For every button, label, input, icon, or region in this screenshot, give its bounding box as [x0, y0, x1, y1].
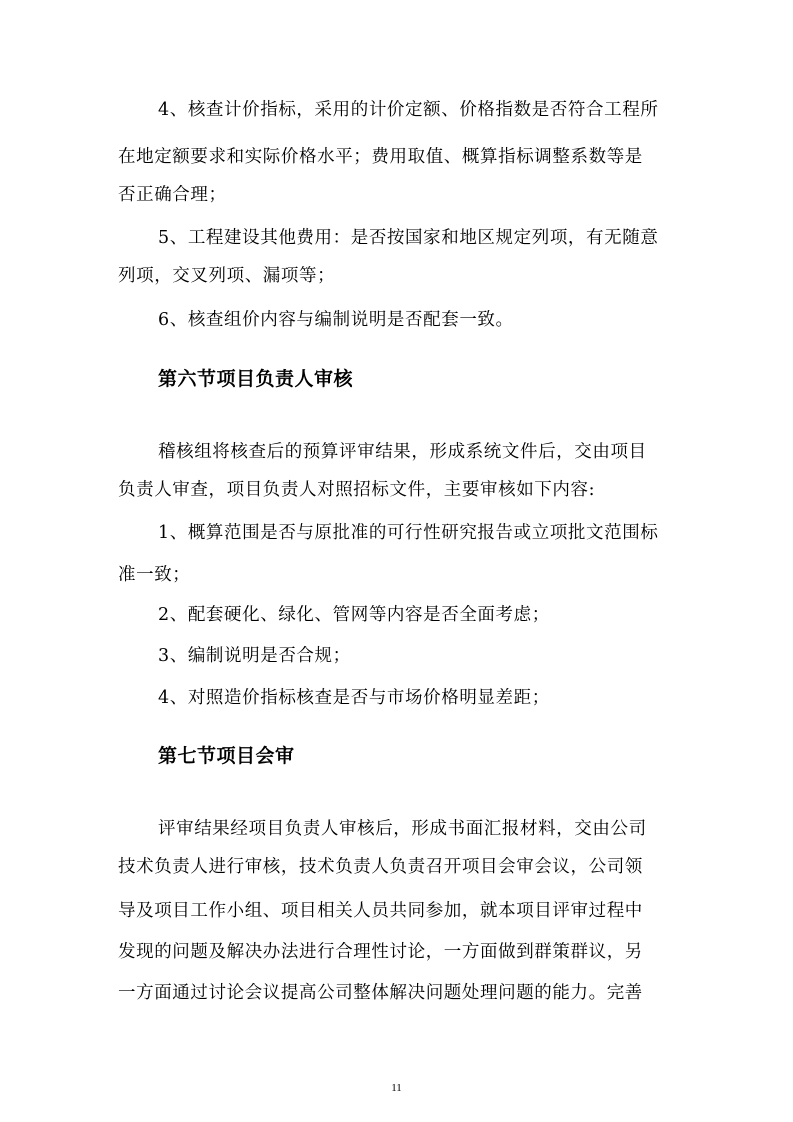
item5-line2: 列项，交叉列项、漏项等； — [118, 266, 336, 286]
section7-para-line3: 导及项目工作小组、项目相关人员共同参加，就本项目评审过程中 — [118, 901, 643, 921]
section7-para-line5: 一方面通过讨论会议提高公司整体解决问题处理问题的能力。完善 — [118, 983, 643, 1003]
page-number: 11 — [391, 1082, 402, 1094]
item4-line1: 4、核查计价指标，采用的计价定额、价格指数是否符合工程所 — [158, 100, 659, 120]
section6-item4: 4、对照造价指标核查是否与市场价格明显差距； — [158, 688, 550, 708]
section7-para-line2: 技术负责人进行审核，技术负责人负责召开项目会审会议，公司领 — [118, 857, 643, 877]
item4-line3: 否正确合理； — [118, 185, 227, 205]
item6-line1: 6、核查组价内容与编制说明是否配套一致。 — [158, 310, 514, 330]
section6-item3: 3、编制说明是否合规； — [158, 646, 351, 666]
section6-intro-line2: 负责人审查，项目负责人对照招标文件，主要审核如下内容: — [118, 480, 596, 500]
item4-line2: 在地定额要求和实际价格水平；费用取值、概算指标调整系数等是 — [118, 147, 643, 167]
section6-intro-line1: 稽核组将核查后的预算评审结果，形成系统文件后，交由项目 — [158, 442, 647, 462]
section6-heading: 第六节项目负责人审核 — [158, 368, 354, 390]
section7-para-line1: 评审结果经项目负责人审核后，形成书面汇报材料，交由公司 — [158, 819, 647, 839]
item5-line1: 5、工程建设其他费用：是否按国家和地区规定列项，有无随意 — [158, 228, 659, 248]
section6-item1-line2: 准一致； — [118, 565, 191, 585]
section6-item1-line1: 1、概算范围是否与原批准的可行性研究报告或立项批文范围标 — [158, 523, 659, 543]
section6-item2: 2、配套硬化、绿化、管网等内容是否全面考虑； — [158, 605, 550, 625]
section7-para-line4: 发现的问题及解决办法进行合理性讨论，一方面做到群策群议，另 — [118, 942, 643, 962]
section7-heading: 第七节项目会审 — [158, 745, 295, 767]
